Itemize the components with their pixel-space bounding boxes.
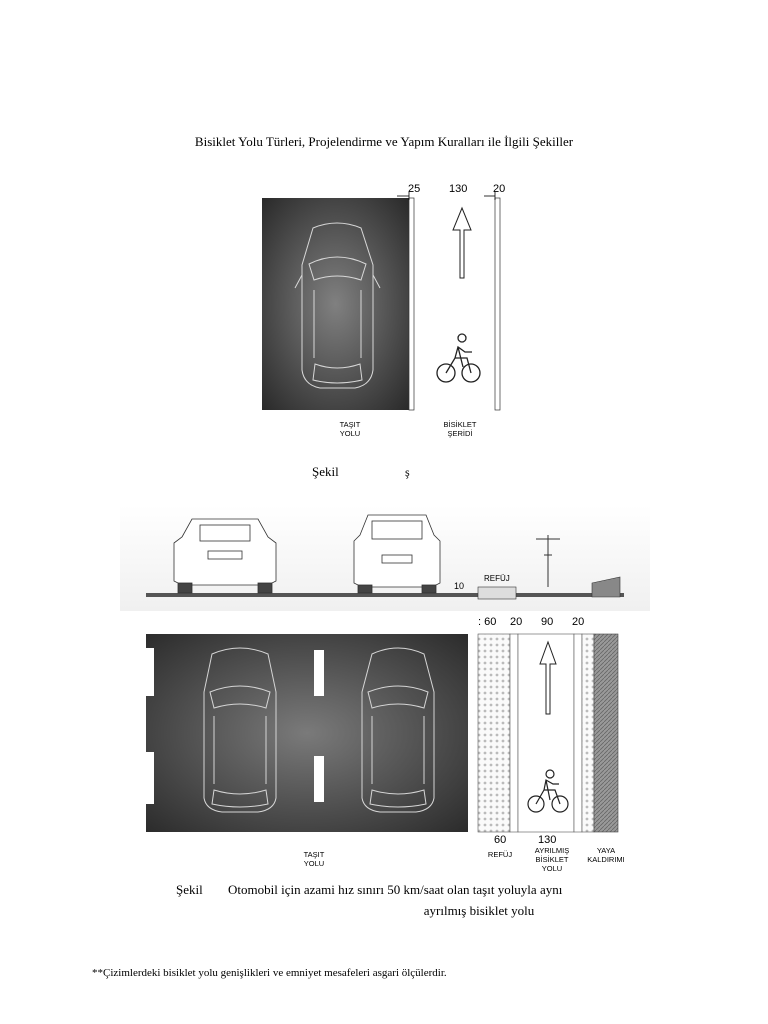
label-separated-bike-path: AYRILMIŞ BİSİKLET YOLU	[534, 846, 570, 873]
road-surface	[146, 593, 624, 597]
figure-2-plan-view	[140, 630, 630, 836]
bicycle-icon	[437, 334, 480, 382]
lane-mark-left-2	[146, 752, 154, 804]
median-section	[478, 587, 516, 599]
label-curb-gap: 10	[454, 581, 465, 591]
sidewalk	[594, 634, 618, 832]
label-sidewalk: YAYA KALDIRIMI	[587, 846, 625, 864]
dim-curb: 25	[408, 183, 421, 195]
dim-bike-lane: 130	[449, 183, 468, 195]
figure-2-cross-section	[120, 505, 650, 615]
lane-mark-left-1	[146, 648, 154, 696]
figure-2-caption-line2: ayrılmış bisiklet yolu	[423, 903, 535, 918]
figure-1-diagram	[255, 180, 525, 445]
figure-2-caption-line1: Şekil Otomobil için azami hız sınırı 50 km/saat olan taşıt yoluyla aynı	[176, 882, 563, 897]
dim-bottom-bike: 130	[538, 834, 557, 846]
vehicle-road-asphalt	[262, 198, 409, 410]
vehicle-road-asphalt-2	[146, 634, 468, 832]
label-bike-lane: BİSİKLET ŞERİDİ	[443, 420, 477, 438]
figure-1-caption: Şekil ş	[312, 464, 410, 479]
dim-edge: 20	[493, 183, 506, 195]
page-title: Bisiklet Yolu Türleri, Projelendirme ve Yapım Kuralları ile İlgili Şekiller	[194, 134, 574, 149]
car-rear-view-2	[354, 515, 440, 593]
direction-arrow	[453, 208, 471, 278]
label-vehicle-road-2: TAŞIT YOLU	[303, 850, 325, 868]
curb-strip	[582, 634, 594, 832]
dim-top-bike: 90	[541, 616, 554, 628]
lane-edge-line	[495, 198, 500, 410]
dim-bottom-median: 60	[494, 834, 507, 846]
footnote: **Çizimlerdeki bisiklet yolu genişlikleri ve emniyet mesafeleri asgari ölçülerdir.	[92, 967, 447, 979]
lane-mark-center-1	[314, 650, 324, 696]
dim-top-median: : 60	[478, 616, 497, 628]
median-strip	[478, 634, 510, 832]
label-median: REFÜJ	[487, 850, 513, 859]
label-median-top: REFÜJ	[484, 574, 510, 583]
label-vehicle-road-1: TAŞIT YOLU	[339, 420, 361, 438]
car-rear-view-1	[174, 519, 276, 593]
curb-marking	[409, 198, 414, 410]
lane-mark-center-2	[314, 756, 324, 802]
dim-top-buffer: 20	[510, 616, 523, 628]
dim-top-edge: 20	[572, 616, 585, 628]
path-edge-line	[574, 634, 582, 832]
buffer-strip	[510, 634, 518, 832]
